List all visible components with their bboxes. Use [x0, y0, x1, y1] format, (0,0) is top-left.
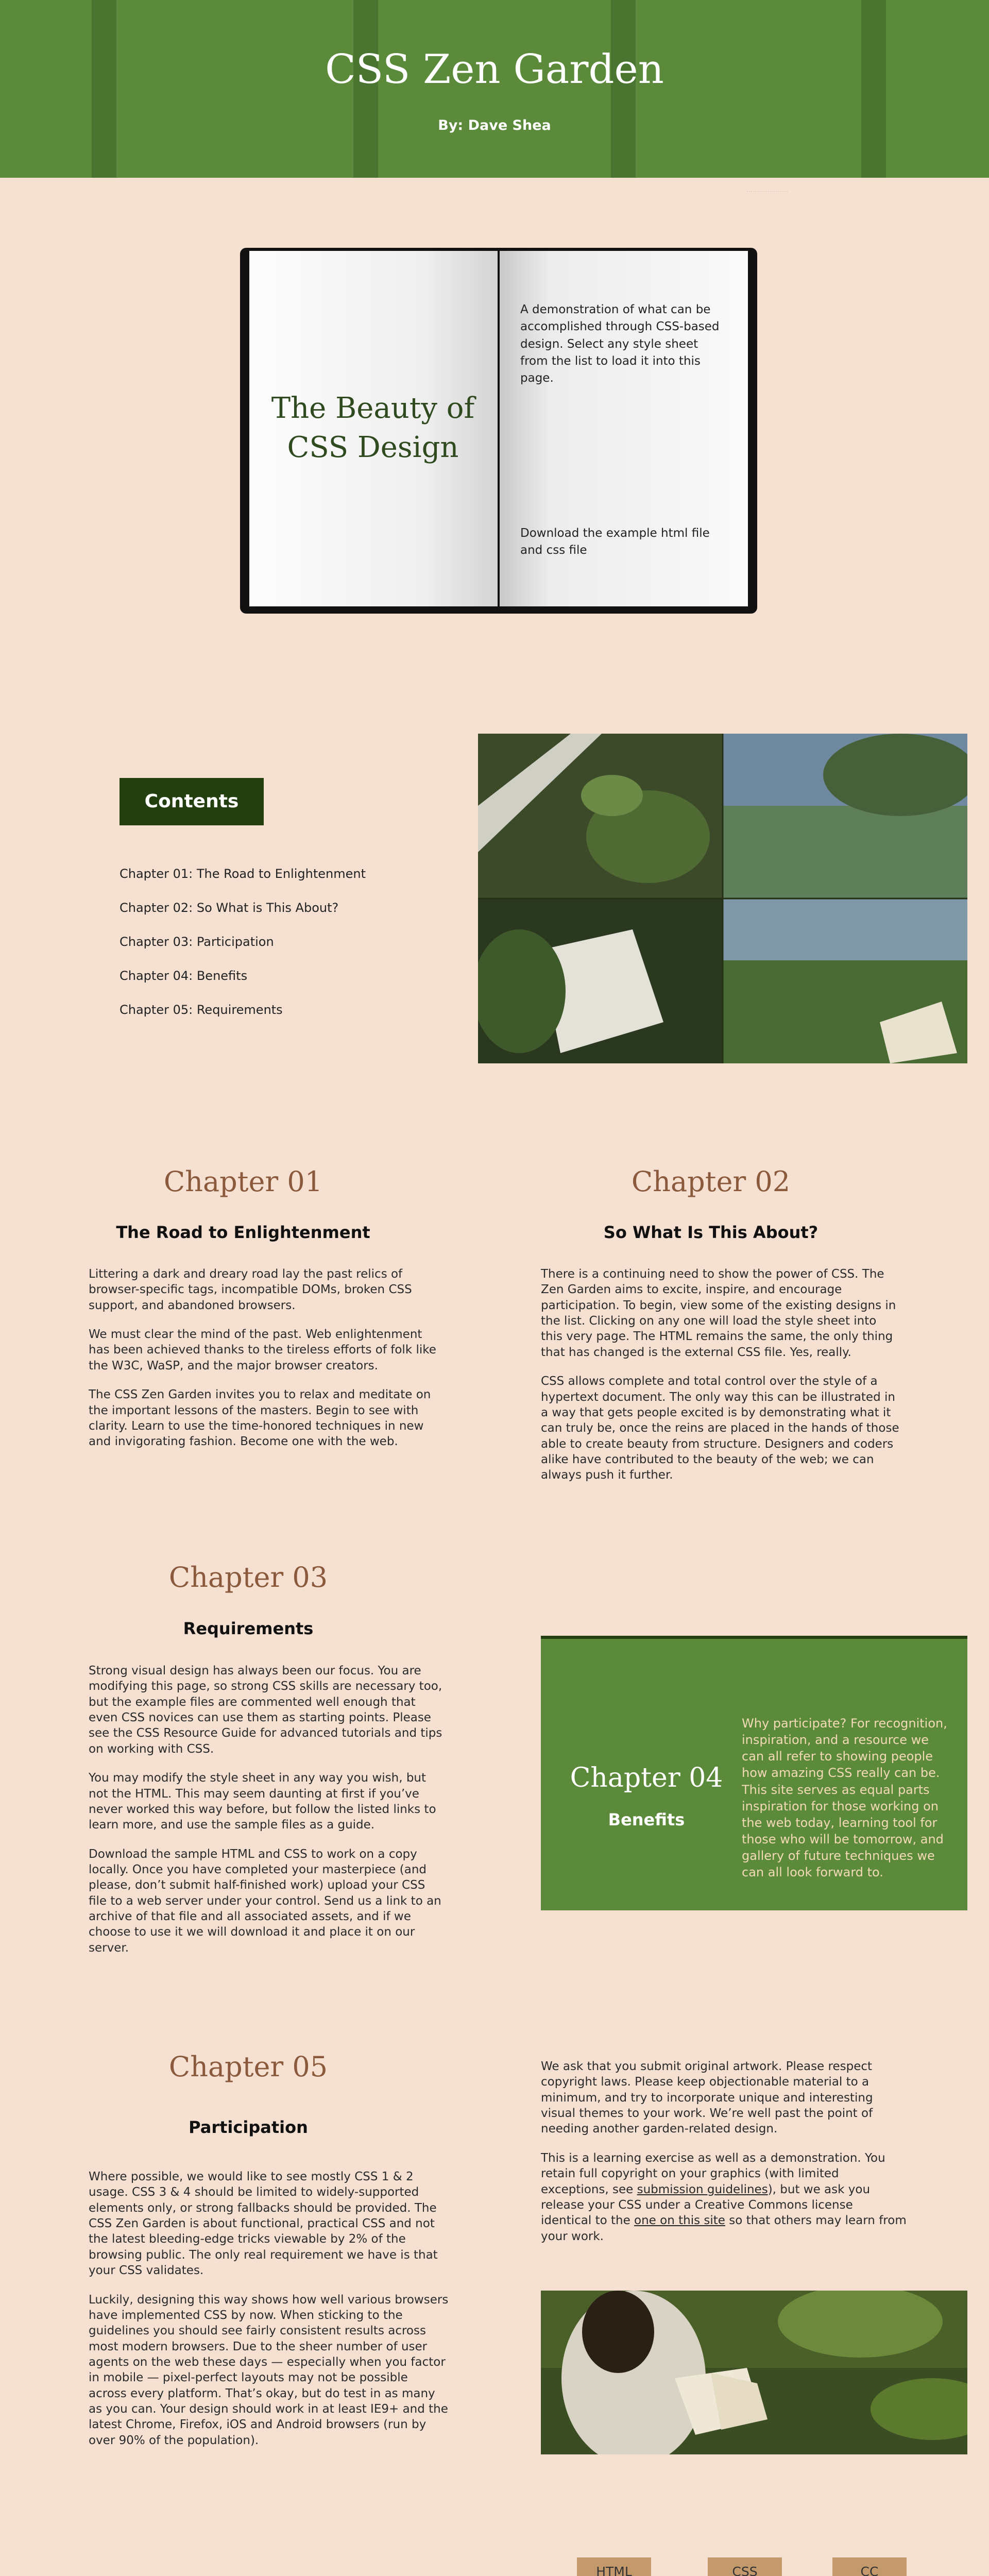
- footer-link-html[interactable]: HTML: [577, 2557, 651, 2576]
- chapter-05-paragraph: [541, 2150, 907, 2244]
- chapter-02-paragraph: There is a continuing need to show the power of CSS. The Zen Garden aims to excite, inspire, and encourage participation. To begin, view some of the existing designs in the list. Clicking on any one will load the style sheet into this very page. The HTML remains the same, the only thing that has changed is the external CSS file. Yes, really.: [541, 1267, 896, 1359]
- chapter-04-box: [541, 1636, 967, 1910]
- chapter-03-paragraph: You may modify the style sheet in any way you wish, but not the HTML. This may seem daunting at first if you’ve never worked this way before, but follow the listed links to learn more, and use the sample files as a guide.: [89, 1771, 436, 1832]
- intro-title-line1: The Beauty of: [271, 392, 475, 425]
- toc-item-chapter-01[interactable]: Chapter 01: The Road to Enlightenment: [120, 867, 366, 881]
- chapter-01-paragraph: We must clear the mind of the past. Web enlightenment has been achieved thanks to the tireless efforts of folk like the W3C, WaSP, and the major browser creators.: [89, 1328, 436, 1372]
- site-title: CSS Zen Garden: [325, 46, 664, 93]
- chapter-05-paragraph: Where possible, we would like to see mostly CSS 1 & 2 usage. CSS 3 & 4 should be limited to widely-supported elements only, or strong fallbacks should be provided. The CSS Zen Garden is about functional, practical CSS and not the latest bleeding-edge tricks viewable by 2% of the browsing public. The only real requirement we have is that your CSS validates.: [89, 2170, 438, 2278]
- chapter-02-number: Chapter 02: [631, 1165, 791, 1198]
- chapter-05-text-right: [541, 2059, 907, 2258]
- footer-link-css[interactable]: CSS: [708, 2557, 782, 2576]
- intro-title: [265, 389, 481, 467]
- page-header: [0, 0, 989, 178]
- intro-title-line2: CSS Design: [287, 430, 459, 464]
- chapter-02-paragraph: CSS allows complete and total control over the style of a hypertext document. The only way this can be illustrated in a way that gets people excited is by demonstrating what it can truly be, once the reins are placed in the hands of those able to create beauty from structure. Designers and coders alike have contributed to the beauty of the web; we can always push it further.: [541, 1375, 899, 1482]
- chapter-02-text: [541, 1266, 901, 1497]
- site-byline: By: Dave Shea: [438, 117, 551, 133]
- chapter-04-title: Benefits: [608, 1810, 685, 1829]
- chapter-01-paragraph: The CSS Zen Garden invites you to relax and meditate on the important lessons of the masters. Begin to see with clarity. Learn to use the time-honored techniques in new and invigorating fashion. Become one with the web.: [89, 1388, 431, 1449]
- toc-item-chapter-03[interactable]: Chapter 03: Participation: [120, 935, 274, 949]
- chapter-05-paragraph: Luckily, designing this way shows how well various browsers have implemented CSS by now. When sticking to the guidelines you should see fairly consistent results across most modern browsers. Due to the sheer number of user agents on the web these days — especially when you factor in mobile — pixel-perfect layouts may not be possible across every platform. That’s okay, but do test in as many as you can. Your design should work in at least IE9+ and the latest Chrome, Firefox, iOS and Android browsers (run by over 90% of the population).: [89, 2293, 449, 2447]
- header-tiny-links: - - - - - - - - - - - - - - - - - - - -: [747, 190, 788, 193]
- intro-description: A demonstration of what can be accomplished through CSS-based design. Select any style sheet from the list to load it into this page.: [520, 303, 720, 385]
- chapter-03-text: [89, 1663, 444, 1969]
- chapter-05-text-span: ), but we ask you release your CSS under a Creative Commons license identical to the: [541, 2182, 871, 2228]
- submission-guidelines-link[interactable]: submission guidelines: [637, 2182, 768, 2196]
- chapter-01-text: [89, 1266, 439, 1463]
- intro-book: [240, 248, 757, 614]
- chapter-05-title: Participation: [189, 2117, 308, 2137]
- intro-book-left-page: [249, 251, 498, 606]
- chapter-05-text-span: so that others may learn from your work.: [541, 2214, 907, 2243]
- chapter-05-number: Chapter 05: [168, 2050, 328, 2083]
- chapter-03-paragraph: Download the sample HTML and CSS to work on a copy locally. Once you have completed your masterpiece (and please, don’t submit half-finished work) upload your CSS file to a web server under your control. Send us a link to an archive of that file and all associated assets, and if we choose to use it we will download it and place it on our server.: [89, 1847, 441, 1955]
- footer-link-cc[interactable]: CC: [832, 2557, 907, 2576]
- chapter-04-text: Why participate? For recognition, inspiration, and a resource we can all refer to showing people how amazing CSS really can be. This site serves as equal parts inspiration for those working on the web today, learning tool for those who will be tomorrow, and gallery of future techniques we can all look forward to.: [742, 1716, 947, 1880]
- chapter-03-paragraph: Strong visual design has always been our focus. You are modifying this page, so strong CSS skills are necessary too, but the example files are commented well enough that even CSS novices can use them as starting points. Please see the CSS Resource Guide for advanced tutorials and tips on working with CSS.: [89, 1664, 442, 1756]
- toc-item-chapter-04[interactable]: Chapter 04: Benefits: [120, 969, 248, 983]
- chapter-03-number: Chapter 03: [168, 1561, 328, 1594]
- chapter-01-paragraph: Littering a dark and dreary road lay the past relics of browser-specific tags, incompatible DOMs, broken CSS support, and abandoned browsers.: [89, 1267, 412, 1312]
- chapter-01-title: The Road to Enlightenment: [116, 1223, 370, 1242]
- reading-photo: [541, 2291, 967, 2454]
- chapter-05-text-span: This is a learning exercise as well as a demonstration. You retain full copyright on your graphics (with limited exceptions, see: [541, 2151, 885, 2196]
- intro-download[interactable]: Download the example html file and css file: [520, 527, 710, 557]
- chapter-05-text: [89, 2169, 449, 2462]
- license-link[interactable]: one on this site: [634, 2214, 725, 2228]
- chapter-03-title: Requirements: [183, 1619, 314, 1638]
- toc-item-chapter-05[interactable]: Chapter 05: Requirements: [120, 1003, 283, 1017]
- intro-book-right-page: [500, 251, 748, 606]
- garden-photo-collage: [478, 734, 967, 1063]
- chapter-02-title: So What Is This About?: [603, 1223, 819, 1242]
- toc-item-chapter-02[interactable]: Chapter 02: So What is This About?: [120, 901, 339, 915]
- chapter-01-number: Chapter 01: [163, 1165, 323, 1198]
- contents-heading: Contents: [120, 778, 264, 825]
- chapter-05-paragraph: We ask that you submit original artwork. Please respect copyright laws. Please keep objectionable material to a minimum, and try to incorporate unique and interesting visual themes to your work. We’re well past the point of needing another garden-related design.: [541, 2060, 873, 2136]
- chapter-04-number: Chapter 04: [570, 1762, 723, 1793]
